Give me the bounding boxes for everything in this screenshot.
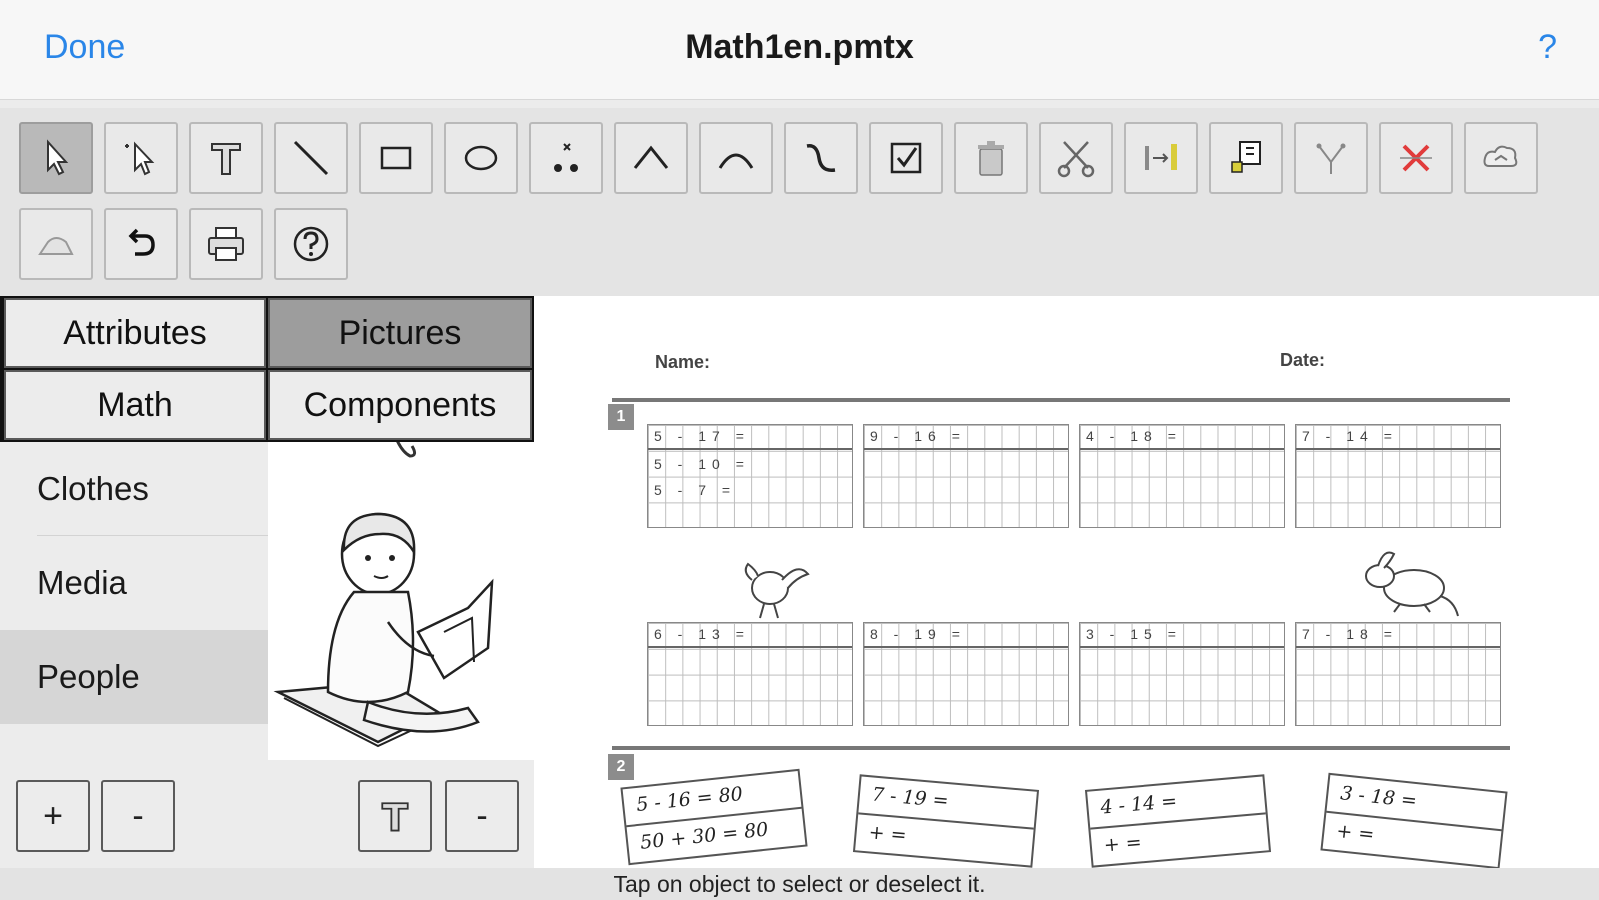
checkbox-tool-button[interactable] (869, 122, 943, 194)
tab-attributes[interactable]: Attributes (4, 298, 266, 368)
category-media[interactable]: Media (37, 564, 127, 601)
add-picture-button[interactable]: + (16, 780, 90, 852)
section-number: 1 (608, 404, 634, 430)
rabbit-picture[interactable] (1354, 546, 1466, 622)
text-tool-icon (204, 136, 248, 180)
ellipse-tool-icon (459, 136, 503, 180)
curve-tool-button[interactable] (784, 122, 858, 194)
remove-picture-button[interactable]: - (445, 780, 519, 852)
reading-child-picture[interactable] (268, 442, 534, 760)
status-bar: Tap on object to select or deselect it. (0, 868, 1599, 900)
name-label: Name: (655, 352, 711, 372)
cloud-icon (1479, 136, 1523, 180)
navigation-bar (0, 0, 1599, 100)
card-equation: 5 - 16 = 80 (623, 771, 802, 827)
trash-button[interactable] (954, 122, 1028, 194)
remove-category-button[interactable]: - (101, 780, 175, 852)
side-panel (0, 296, 534, 868)
arc-tool-icon (714, 136, 758, 180)
help-button[interactable]: ? (1538, 28, 1557, 66)
angle-tool-icon (629, 136, 673, 180)
line-tool-icon (289, 136, 333, 180)
math-grid[interactable] (647, 424, 853, 528)
category-people[interactable]: People (0, 630, 268, 724)
math-grid[interactable] (1295, 424, 1501, 528)
grid-header: 6 - 13 = (648, 623, 852, 648)
angle-tool-button[interactable] (614, 122, 688, 194)
curve-tool-icon (799, 136, 843, 180)
split-button[interactable] (1294, 122, 1368, 194)
picture-category-list (0, 442, 268, 760)
split-icon (1309, 136, 1353, 180)
equation-card[interactable] (853, 774, 1039, 867)
text-tool-icon (375, 796, 415, 836)
scissors-button[interactable] (1039, 122, 1113, 194)
toolbar (0, 108, 1599, 296)
arrow-select-icon (34, 136, 78, 180)
eraser-icon (34, 222, 78, 266)
help-tool-button[interactable] (274, 208, 348, 280)
grid-header: 7 - 14 = (1296, 425, 1500, 450)
card-equation: 4 - 14 = (1087, 776, 1266, 829)
card-sum: + = (867, 821, 908, 847)
panel-tabs (0, 296, 534, 442)
rectangle-tool-icon (374, 136, 418, 180)
cloud-button[interactable] (1464, 122, 1538, 194)
math-grid[interactable] (1079, 424, 1285, 528)
undo-button[interactable] (104, 208, 178, 280)
ellipse-tool-button[interactable] (444, 122, 518, 194)
print-icon (204, 222, 248, 266)
points-tool-icon (544, 136, 588, 180)
math-grid[interactable] (1079, 622, 1285, 726)
undo-icon (119, 222, 163, 266)
card-sum: + = (1102, 831, 1143, 857)
grid-header: 9 - 16 = (864, 425, 1068, 450)
category-clothes[interactable]: Clothes (37, 470, 149, 507)
grid-header: 3 - 15 = (1080, 623, 1284, 648)
math-grid[interactable] (863, 424, 1069, 528)
math-grid[interactable] (647, 622, 853, 726)
image-tool-icon (1224, 136, 1268, 180)
date-label: Date: (1280, 350, 1326, 370)
header-rule (612, 398, 1510, 402)
multi-select-icon (119, 136, 163, 180)
rectangle-tool-button[interactable] (359, 122, 433, 194)
grid-line: 5 - 7 = (654, 482, 737, 498)
points-tool-button[interactable] (529, 122, 603, 194)
picture-preview[interactable] (268, 442, 534, 760)
tab-pictures[interactable]: Pictures (268, 298, 532, 368)
multi-select-tool-button[interactable] (104, 122, 178, 194)
section-rule (612, 746, 1510, 750)
image-tool-button[interactable] (1209, 122, 1283, 194)
help-circle-icon (289, 222, 333, 266)
tab-math[interactable]: Math (4, 370, 266, 440)
arc-tool-button[interactable] (699, 122, 773, 194)
grid-line: 5 - 10 = (654, 456, 750, 472)
delete-all-button[interactable] (1379, 122, 1453, 194)
card-equation: 3 - 18 = (1326, 775, 1505, 831)
print-button[interactable] (189, 208, 263, 280)
section-number: 2 (608, 754, 634, 780)
eraser-button[interactable] (19, 208, 93, 280)
align-button[interactable] (1124, 122, 1198, 194)
math-grid[interactable] (863, 622, 1069, 726)
grid-header: 5 - 17 = (648, 425, 852, 450)
text-tool-button[interactable] (189, 122, 263, 194)
document-title: Math1en.pmtx (685, 28, 914, 66)
tab-components[interactable]: Components (268, 370, 532, 440)
scissors-icon (1054, 136, 1098, 180)
trash-icon (969, 136, 1013, 180)
card-sum: + = (1335, 820, 1376, 846)
select-tool-button[interactable] (19, 122, 93, 194)
grid-header: 4 - 18 = (1080, 425, 1284, 450)
line-tool-button[interactable] (274, 122, 348, 194)
rename-picture-button[interactable] (358, 780, 432, 852)
grid-header: 8 - 19 = (864, 623, 1068, 648)
delete-red-x-icon (1394, 136, 1438, 180)
equation-card[interactable] (1320, 773, 1507, 868)
bird-picture[interactable] (738, 558, 814, 622)
equation-card[interactable] (620, 769, 807, 865)
done-button[interactable]: Done (44, 28, 126, 66)
card-equation: 7 - 19 = (858, 776, 1037, 829)
checkbox-tool-icon (884, 136, 928, 180)
grid-header: 7 - 18 = (1296, 623, 1500, 648)
math-grid[interactable] (1295, 622, 1501, 726)
equation-card[interactable] (1085, 774, 1271, 867)
card-sum: 50 + 30 = 80 (639, 818, 770, 854)
worksheet-canvas[interactable] (534, 296, 1599, 868)
align-icon (1139, 136, 1183, 180)
